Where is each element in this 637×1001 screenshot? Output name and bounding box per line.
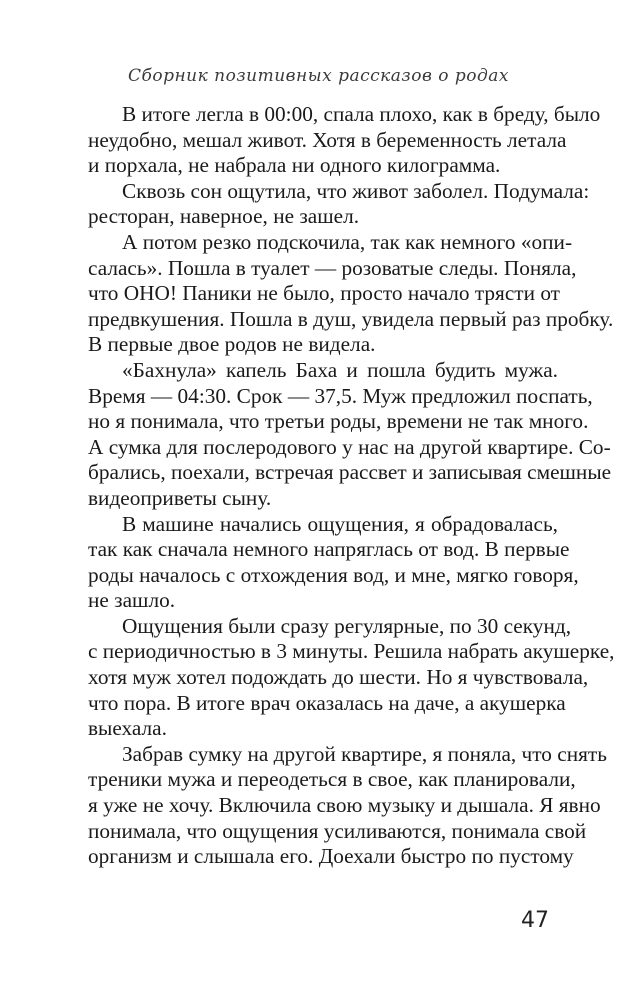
text-line: роды началось с отхождения вод, и мне, мягко говоря,	[88, 562, 579, 587]
paragraph	[88, 741, 607, 870]
text-line: Сквозь сон ощутила, что живот заболел. Подумала:	[122, 178, 590, 203]
paragraph	[88, 229, 614, 358]
text-line: Время — 04:30. Срок — 37,5. Муж предложил поспать,	[88, 383, 593, 408]
text-line: что ОНО! Паники не было, просто начало трясти от	[88, 281, 560, 306]
text-line: не зашло.	[88, 588, 176, 613]
paragraph	[88, 357, 612, 512]
text-line: Ощущения были сразу регулярные, по 30 секунд,	[122, 613, 572, 638]
text-line: салась». Пошла в туалет — розоватые следы. Поняла,	[88, 255, 577, 280]
text-line: с периодичностью в 3 минуты. Решила набрать акушерке,	[88, 639, 615, 664]
text-line: понимала, что ощущения усиливаются, понимала свой	[88, 818, 587, 843]
text-line: я уже не хочу. Включила свою музыку и дышала. Я явно	[88, 793, 601, 818]
text-line: хотя муж хотел подождать до шести. Но я чувствовала,	[88, 665, 589, 690]
paragraph	[88, 511, 579, 614]
text-line: А потом резко подскочила, так как немного «опи-	[122, 229, 573, 254]
text-line: предвкушения. Пошла в душ, увидела первый раз пробку.	[88, 306, 614, 331]
text-line: В итоге легла в 00:00, спала плохо, как в бреду, было	[122, 102, 601, 126]
text-line: «Бахнула» капель Баха и пошла будить мужа.	[122, 357, 558, 382]
text-line: брались, поехали, встречая рассвет и записывая смешные	[88, 460, 612, 485]
text-line: ресторан, наверное, не зашел.	[88, 204, 360, 229]
text-line: что пора. В итоге врач оказалась на даче, а акушерка	[88, 690, 566, 715]
body-text	[88, 102, 615, 870]
text-line: так как сначала немного напряглась от вод. В первые	[88, 537, 570, 562]
text-line: треники мужа и переодеться в свое, как планировали,	[88, 767, 576, 792]
text-line: и порхала, не набрала ни одного килограмма.	[88, 153, 501, 178]
text-line: но я понимала, что третьи роды, времени не так много.	[88, 409, 589, 434]
text-line: В первые двое родов не видела.	[88, 332, 376, 357]
text-line: организм и слышала его. Доехали быстро по пустому	[88, 844, 574, 869]
paragraph	[88, 178, 590, 230]
text-line: В машине начались ощущения, я обрадовалась,	[122, 511, 558, 536]
text-line: выехала.	[88, 716, 167, 741]
paragraph	[88, 613, 615, 742]
text-line: А сумка для послеродового у нас на другой квартире. Со-	[88, 434, 611, 459]
paragraph	[88, 102, 601, 179]
text-line: Забрав сумку на другой квартире, я поняла, что снять	[122, 741, 607, 766]
page-number: 47	[521, 908, 549, 933]
text-line: видеоприветы сыну.	[88, 485, 272, 510]
text-line: неудобно, мешал живот. Хотя в беременность летала	[88, 127, 567, 152]
running-head-title: Сборник позитивных рассказов о родах	[127, 66, 509, 86]
